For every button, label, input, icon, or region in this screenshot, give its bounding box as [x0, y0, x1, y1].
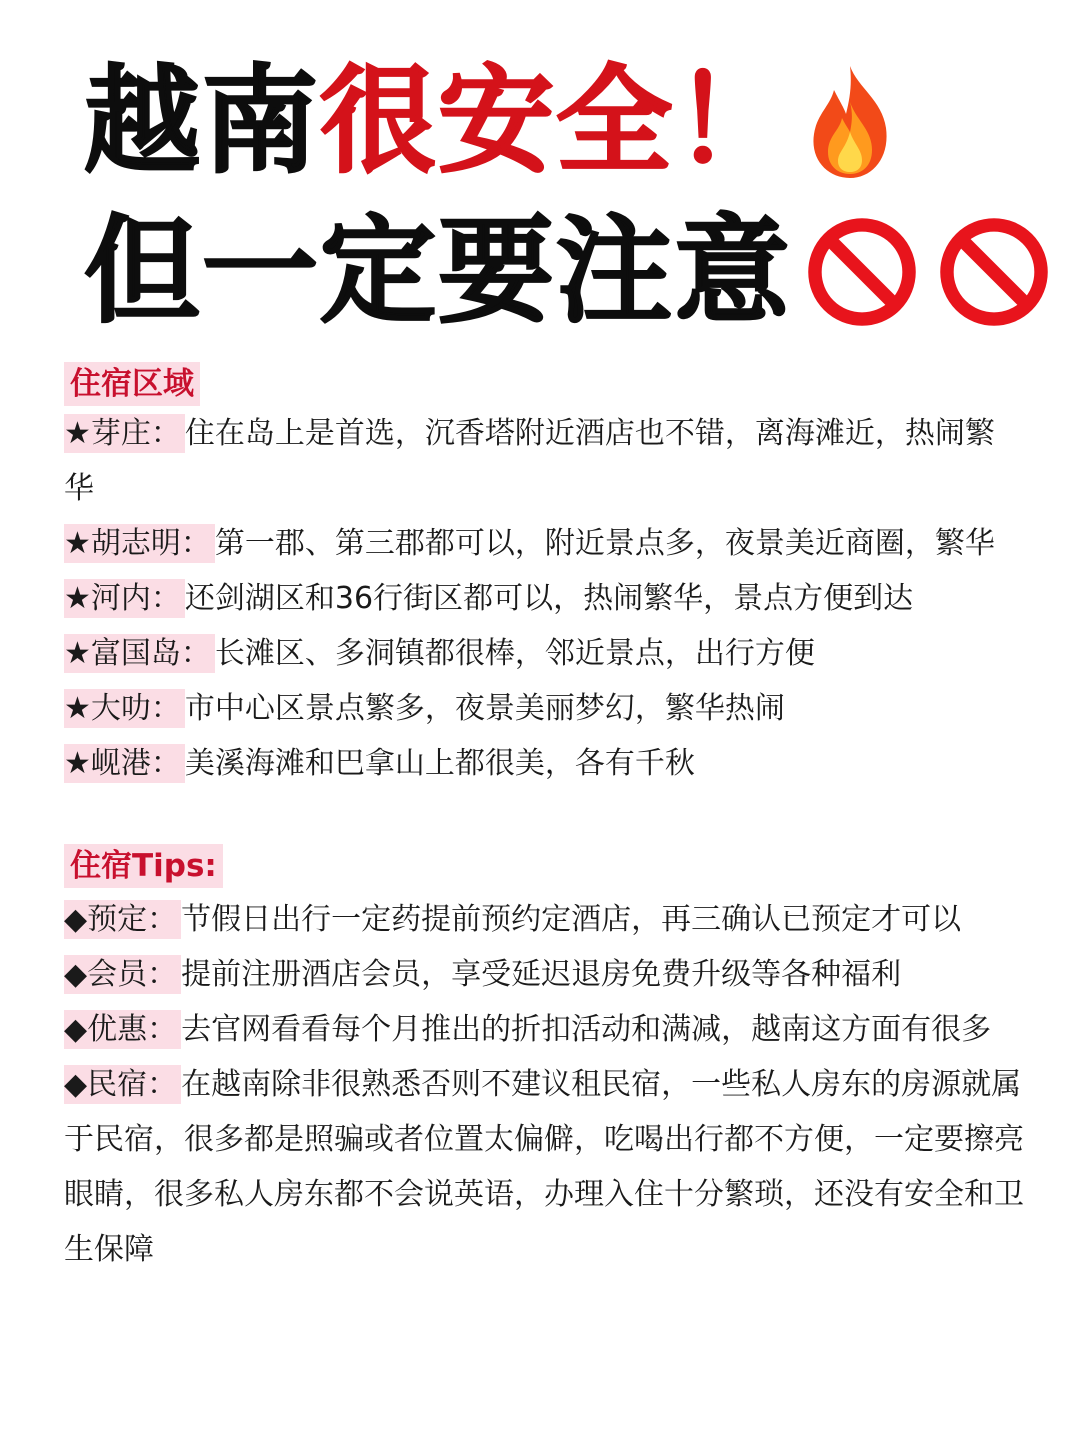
- item-text: 第一郡、第三郡都可以，附近景点多，夜景美近商圈，繁华: [214, 526, 995, 561]
- content: [64, 362, 1024, 1277]
- item-label: ◆民宿：: [64, 1065, 181, 1104]
- item-text: 美溪海滩和巴拿山上都很美，各有千秋: [184, 746, 695, 781]
- item-label: ★芽庄：: [64, 414, 185, 453]
- list-item: [64, 947, 1024, 1002]
- item-label: ★岘港：: [64, 744, 185, 783]
- item-text: 长滩区、多洞镇都很棒，邻近景点，出行方便: [214, 636, 815, 671]
- list-item: [64, 1002, 1024, 1057]
- item-text: 市中心区景点繁多，夜景美丽梦幻，繁华热闹: [184, 691, 785, 726]
- item-text: 住在岛上是首选，沉香塔附近酒店也不错，离海滩近，热闹繁华: [64, 416, 995, 506]
- list-item: [64, 571, 1024, 626]
- item-label: ★河内：: [64, 579, 185, 618]
- list-item: [64, 516, 1024, 571]
- item-label: ◆会员：: [64, 955, 181, 994]
- title-red-part: 很安全！: [320, 54, 792, 189]
- tips-heading: 住宿Tips:: [64, 844, 223, 888]
- item-label: ★富国岛：: [64, 634, 215, 673]
- no-entry-icon: [806, 216, 918, 328]
- list-item: [64, 736, 1024, 791]
- list-item: [64, 626, 1024, 681]
- item-text: 去官网看看每个月推出的折扣活动和满减，越南这方面有很多: [181, 1012, 992, 1047]
- no-entry-icon: [938, 216, 1050, 328]
- list-item: [64, 406, 1024, 516]
- item-text: 还剑湖区和36行街区都可以，热闹繁华，景点方便到达: [184, 581, 914, 616]
- item-label: ★胡志明：: [64, 524, 215, 563]
- item-text: 提前注册酒店会员，享受延迟退房免费升级等各种福利: [181, 957, 902, 992]
- item-label: ◆预定：: [64, 900, 181, 939]
- item-label: ◆优惠：: [64, 1010, 181, 1049]
- list-item: [64, 892, 1024, 947]
- title-line-2: [84, 204, 1050, 339]
- fire-icon: [798, 62, 902, 182]
- item-text: 在越南除非很熟悉否则不建议租民宿，一些私人房东的房源就属于民宿，很多都是照骗或者位置太偏僻，吃喝出行都不方便，一定要擦亮眼睛，很多私人房东都不会说英语，办理入住十分繁琐，还没有安全和卫生保障: [64, 1067, 1024, 1267]
- section-spacer: [64, 791, 1024, 844]
- title-line-1: [84, 54, 902, 189]
- item-label: ★大叻：: [64, 689, 185, 728]
- area-heading: 住宿区域: [64, 362, 200, 406]
- title-line-2-text: 但一定要注意: [84, 204, 792, 339]
- list-item: [64, 681, 1024, 736]
- list-item: [64, 1057, 1024, 1277]
- title-black-part: 越南: [84, 54, 320, 189]
- item-text: 节假日出行一定药提前预约定酒店，再三确认已预定才可以: [181, 902, 962, 937]
